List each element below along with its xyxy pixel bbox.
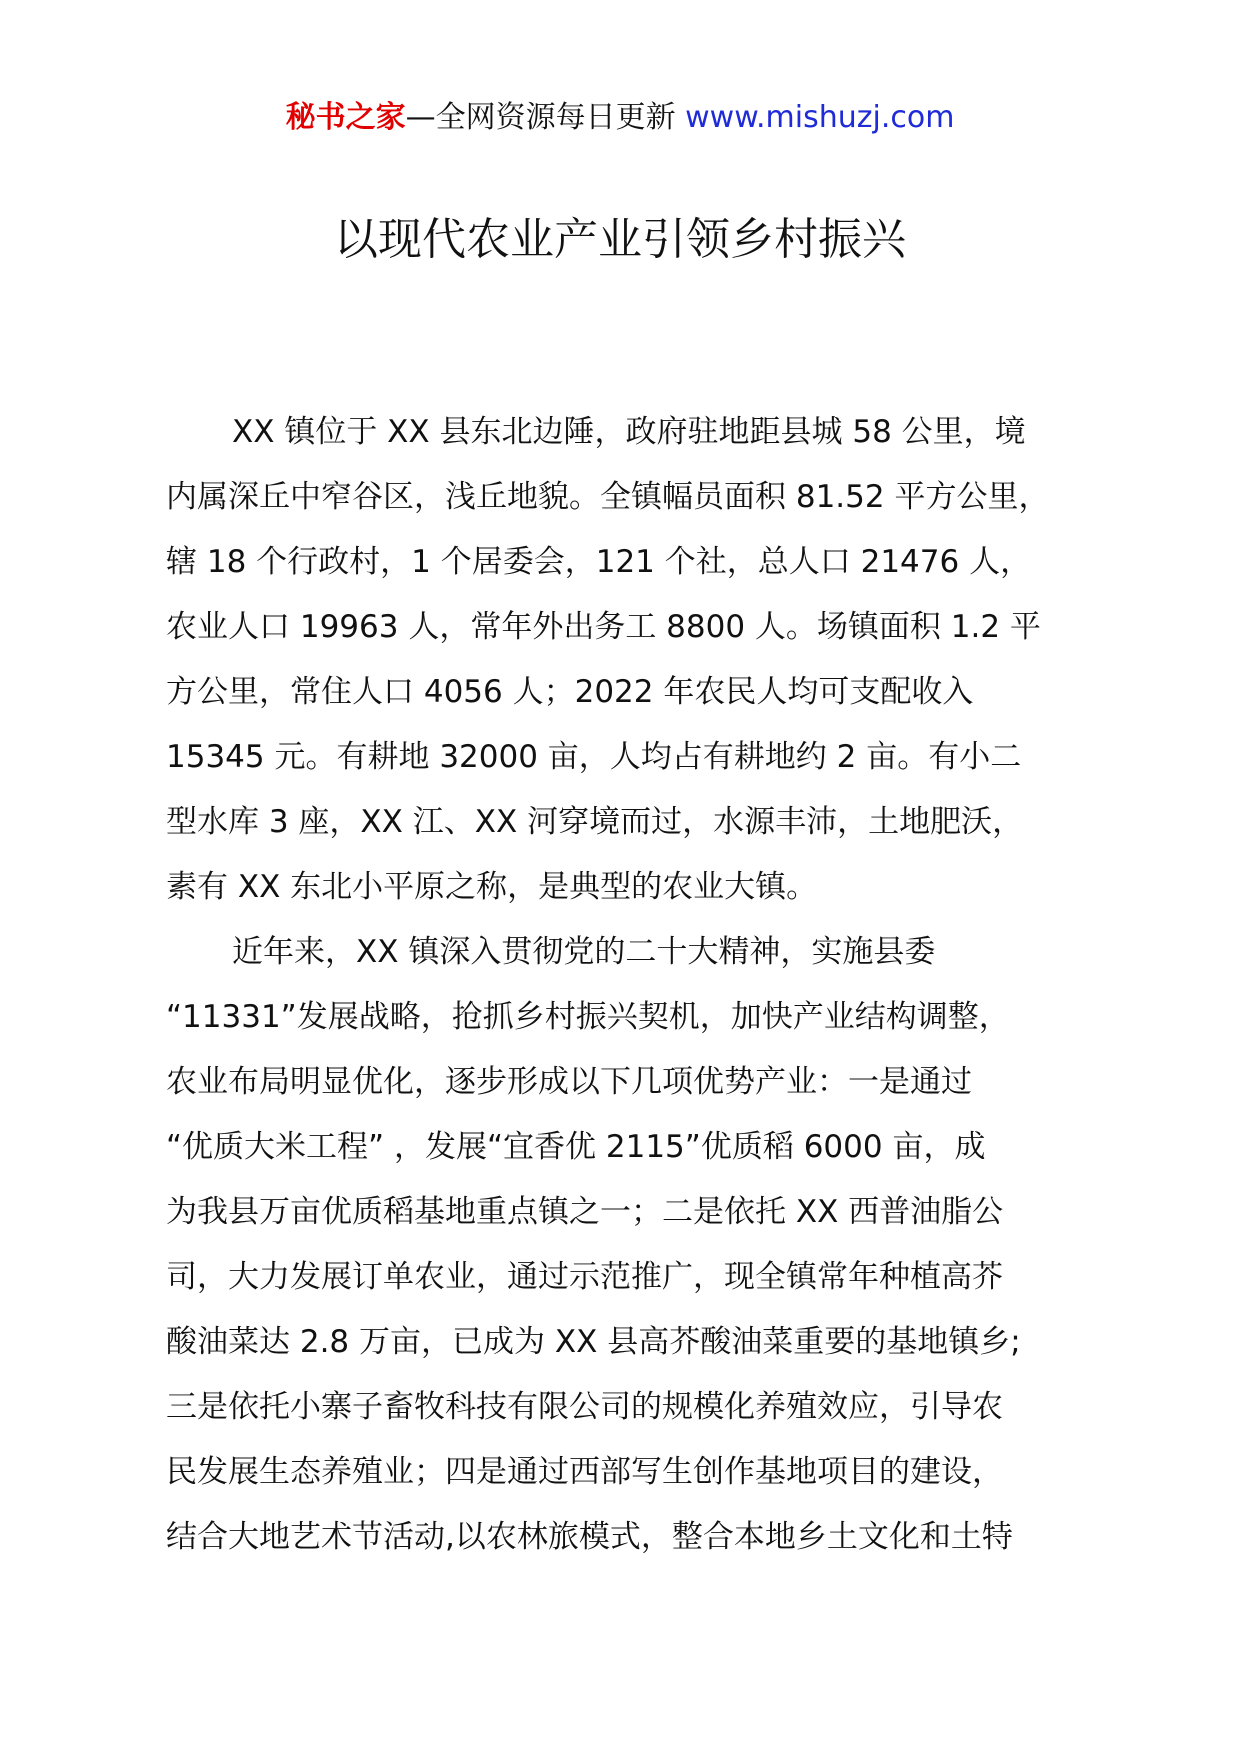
paragraph-1-line: 型水库 3 座，XX 江、XX 河穿境而过，水源丰沛，土地肥沃， <box>166 804 1024 840</box>
paragraph-2-line: 为我县万亩优质稻基地重点镇之一；二是依托 XX 西普油脂公 <box>166 1194 1004 1230</box>
paragraph-1-line: 15345 元。有耕地 32000 亩，人均占有耕地约 2 亩。有小二 <box>166 739 1022 775</box>
paragraph-2-line: “11331”发展战略，抢抓乡村振兴契机，加快产业结构调整， <box>166 999 1010 1035</box>
site-header <box>0 98 1240 138</box>
paragraph-1-line: XX 镇位于 XX 县东北边陲，政府驻地距县城 58 公里，境 <box>232 414 1026 450</box>
paragraph-2-line: 近年来，XX 镇深入贯彻党的二十大精神，实施县委 <box>232 934 936 970</box>
paragraph-1-line: 农业人口 19963 人，常年外出务工 8800 人。场镇面积 1.2 平 <box>166 609 1041 645</box>
paragraph-2-line: 民发展生态养殖业；四是通过西部写生创作基地项目的建设， <box>166 1454 1003 1490</box>
paragraph-2-line: “优质大米工程” ，发展“宜香优 2115”优质稻 6000 亩，成 <box>166 1129 986 1165</box>
paragraph-1-line: 辖 18 个行政村，1 个居委会，121 个社，总人口 21476 人， <box>166 544 1032 580</box>
header-slogan: —全网资源每日更新 <box>405 100 686 135</box>
paragraph-1-line: 方公里，常住人口 4056 人；2022 年农民人均可支配收入 <box>166 674 974 710</box>
paragraph-1-line: 素有 XX 东北小平原之称，是典型的农业大镇。 <box>166 869 818 905</box>
document-title: 以现代农业产业引领乡村振兴 <box>334 214 906 265</box>
document-body <box>166 400 1096 1570</box>
paragraph-2-line: 三是依托小寨子畜牧科技有限公司的规模化养殖效应，引导农 <box>166 1389 1003 1425</box>
paragraph-2-line: 农业布局明显优化，逐步形成以下几项优势产业：一是通过 <box>166 1064 972 1100</box>
site-url-link[interactable]: www.mishuzj.com <box>685 100 955 135</box>
paragraph-2-line: 结合大地艺术节活动,以农林旅模式，整合本地乡土文化和土特 <box>166 1519 1013 1555</box>
paragraph-2-line: 酸油菜达 2.8 万亩，已成为 XX 县高芥酸油菜重要的基地镇乡; <box>166 1324 1021 1360</box>
paragraph-2-line: 司，大力发展订单农业，通过示范推广，现全镇常年种植高芥 <box>166 1259 1003 1295</box>
brand-name: 秘书之家 <box>285 100 406 135</box>
paragraph-1-line: 内属深丘中窄谷区，浅丘地貌。全镇幅员面积 81.52 平方公里， <box>166 479 1050 515</box>
